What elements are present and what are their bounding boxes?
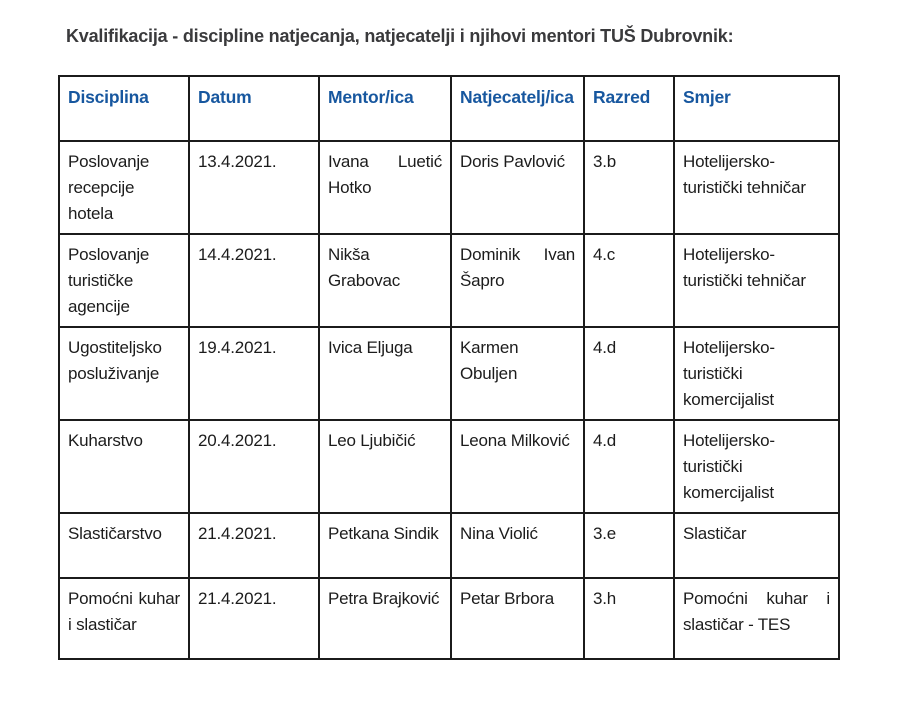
cell-natjecatelj: Doris Pavlović — [451, 141, 584, 234]
cell-disciplina: Poslovanje recepcije hotela — [59, 141, 189, 234]
cell-razred: 4.c — [584, 234, 674, 327]
table-header-row — [59, 76, 839, 141]
table-row — [59, 141, 839, 234]
cell-disciplina: Ugostiteljsko posluživanje — [59, 327, 189, 420]
cell-smjer: Slastičar — [674, 513, 839, 578]
cell-razred: 3.b — [584, 141, 674, 234]
table-row — [59, 420, 839, 513]
cell-datum: 20.4.2021. — [189, 420, 319, 513]
table-row — [59, 327, 839, 420]
cell-razred: 4.d — [584, 327, 674, 420]
cell-mentor: Ivica Eljuga — [319, 327, 451, 420]
cell-mentor: Petra Brajković — [319, 578, 451, 659]
column-header-natjecatelj: Natjecatelj/ica — [451, 76, 584, 141]
cell-razred: 3.e — [584, 513, 674, 578]
cell-datum: 14.4.2021. — [189, 234, 319, 327]
cell-razred: 4.d — [584, 420, 674, 513]
cell-datum: 21.4.2021. — [189, 513, 319, 578]
cell-smjer: Hotelijersko-turistički tehničar — [674, 234, 839, 327]
cell-smjer: Hotelijersko-turistički komercijalist — [674, 420, 839, 513]
cell-mentor: Nikša Grabovac — [319, 234, 451, 327]
cell-razred: 3.h — [584, 578, 674, 659]
column-header-datum: Datum — [189, 76, 319, 141]
cell-mentor: Leo Ljubičić — [319, 420, 451, 513]
cell-smjer: Hotelijersko-turistički komercijalist — [674, 327, 839, 420]
cell-mentor: Petkana Sindik — [319, 513, 451, 578]
cell-disciplina: Pomoćni kuhar i slastičar — [59, 578, 189, 659]
cell-natjecatelj: Petar Brbora — [451, 578, 584, 659]
cell-datum: 19.4.2021. — [189, 327, 319, 420]
column-header-smjer: Smjer — [674, 76, 839, 141]
column-header-disciplina: Disciplina — [59, 76, 189, 141]
cell-natjecatelj: Leona Milković — [451, 420, 584, 513]
cell-datum: 21.4.2021. — [189, 578, 319, 659]
table-row — [59, 578, 839, 659]
cell-natjecatelj: Dominik Ivan Šapro — [451, 234, 584, 327]
cell-disciplina: Slastičarstvo — [59, 513, 189, 578]
column-header-mentor: Mentor/ica — [319, 76, 451, 141]
cell-natjecatelj: Karmen Obuljen — [451, 327, 584, 420]
table-row — [59, 513, 839, 578]
cell-disciplina: Poslovanje turističke agencije — [59, 234, 189, 327]
page-title: Kvalifikacija - discipline natjecanja, natjecatelji i njihovi mentori TUŠ Dubrovnik: — [66, 26, 734, 46]
cell-mentor: Ivana Luetić Hotko — [319, 141, 451, 234]
cell-smjer: Pomoćni kuhar i slastičar - TES — [674, 578, 839, 659]
cell-datum: 13.4.2021. — [189, 141, 319, 234]
cell-natjecatelj: Nina Violić — [451, 513, 584, 578]
cell-smjer: Hotelijersko-turistički tehničar — [674, 141, 839, 234]
cell-disciplina: Kuharstvo — [59, 420, 189, 513]
column-header-razred: Razred — [584, 76, 674, 141]
qualification-table — [58, 75, 840, 660]
table-row — [59, 234, 839, 327]
